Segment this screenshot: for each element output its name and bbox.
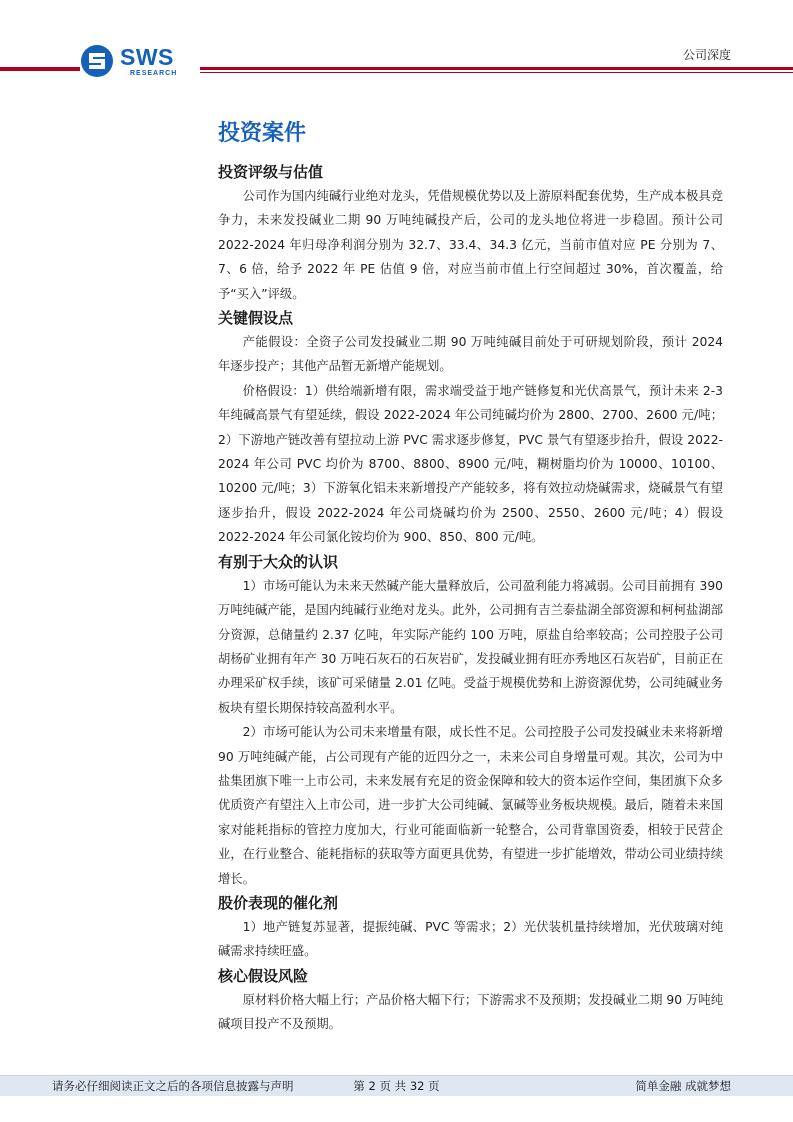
logo-text: SWS bbox=[120, 43, 174, 70]
main-content bbox=[218, 118, 723, 1037]
logo-subtext: RESEARCH bbox=[130, 69, 178, 77]
header-divider-right bbox=[200, 67, 793, 70]
page-title: 投资案件 bbox=[218, 121, 307, 146]
sws-logo bbox=[80, 44, 177, 78]
section-key-assumptions bbox=[218, 306, 723, 550]
section-title: 有别于大众的认识 bbox=[218, 552, 339, 571]
header-divider-right-thin bbox=[200, 72, 793, 73]
section-title: 股价表现的催化剂 bbox=[218, 893, 339, 912]
page-footer bbox=[0, 1075, 793, 1096]
section-differentiated-view bbox=[218, 550, 723, 891]
footer-disclaimer: 请务必仔细阅读正文之后的各项信息披露与声明 bbox=[52, 1079, 294, 1093]
paragraph: 原材料价格大幅上行；产品价格大幅下行；下游需求不及预期；发投碱业二期 90 万吨纯碱项目投产不及预期。 bbox=[218, 992, 723, 1032]
section-title: 关键假设点 bbox=[218, 309, 294, 328]
section-risks bbox=[218, 964, 723, 1037]
section-title: 投资评级与估值 bbox=[218, 163, 324, 181]
paragraph: 价格假设：1）供给端新增有限，需求端受益于地产链修复和光伏高景气，预计未来 2-3 年纯碱高景气有望延续，假设 2022-2024 年公司纯碱均价为 2800、2700、2600 元/吨；2）下游地产链改善有望拉动上游 PVC 需求逐步修复，PVC 景气有望逐步抬升，假设 2022-2024 年公司 PVC 均价为 8700、8800、8900 元/吨，糊树脂均价为 10000、10100、10200 元/吨；3）下游氧化铝未来新增投产产能较多，将有效拉动烧碱需求，烧碱景气有望逐步抬升，假设 2022-2024 年公司烧碱均价为 2500、2550、2600 元/吨；4）假设 2022-2024 年公司氯化铵均价为 900、850、800 元/吨。 bbox=[218, 383, 723, 545]
section-catalysts bbox=[218, 891, 723, 964]
page-number: 第 2 页 共 32 页 bbox=[353, 1079, 440, 1093]
paragraph: 2）市场可能认为公司未来增量有限，成长性不足。公司控股子公司发投碱业未来将新增 90 万吨纯碱产能，占公司现有产能的近四分之一，未来公司自身增量可观。其次，公司为中盐集团旗下唯一上市公司，未来发展有充足的资金保障和较大的资本运作空间，集团旗下众多优质资产有望注入上市公司，进一步扩大公司纯碱、氯碱等业务板块规模。最后，随着未来国家对能耗指标的管控力度加大，行业可能面临新一轮整合，公司背靠国资委，相较于民营企业，在行业整合、能耗指标的获取等方面更具优势，有望进一步扩能增效，带动公司业绩持续增长。 bbox=[218, 725, 723, 886]
footer-slogan: 简单金融 成就梦想 bbox=[635, 1079, 731, 1093]
section-title: 核心假设风险 bbox=[218, 966, 309, 985]
report-type-label: 公司深度 bbox=[682, 48, 731, 62]
sws-logo-icon bbox=[80, 44, 114, 78]
paragraph: 1）市场可能认为未来天然碱产能大量释放后，公司盈利能力将减弱。公司目前拥有 390 万吨纯碱产能，是国内纯碱行业绝对龙头。此外，公司拥有吉兰泰盐湖全部资源和柯柯盐湖部分资源，总储量约 2.37 亿吨，年实际产能约 100 万吨，原盐自给率较高；公司控股子公司胡杨矿业拥有年产 30 万吨石灰石的石灰岩矿，发投碱业拥有旺亦秀地区石灰岩矿，目前正在办理采矿权手续，该矿可采储量 2.01 亿吨。受益于规模优势和上游资源优势，公司纯碱业务板块有望长期保持较高盈利水平。 bbox=[218, 578, 723, 715]
paragraph: 产能假设：全资子公司发投碱业二期 90 万吨纯碱目前处于可研规划阶段，预计 2024 年逐步投产；其他产品暂无新增产能规划。 bbox=[218, 335, 723, 374]
paragraph: 1）地产链复苏显著，提振纯碱、PVC 等需求；2）光伏装机量持续增加，光伏玻璃对纯碱需求持续旺盛。 bbox=[218, 919, 723, 959]
header-divider-left bbox=[0, 67, 80, 71]
section-rating-valuation bbox=[218, 160, 723, 306]
paragraph: 公司作为国内纯碱行业绝对龙头，凭借规模优势以及上游原料配套优势，生产成本极具竞争力，未来发投碱业二期 90 万吨纯碱投产后，公司的龙头地位将进一步稳固。预计公司 2022-2024 年归母净利润分别为 32.7、33.4、34.3 亿元，当前市值对应 PE 分别为 7、7、6 倍，给予 2022 年 PE 估值 9 倍，对应当前市值上行空间超过 30%，首次覆盖，给予“买入”评级。 bbox=[218, 189, 723, 301]
